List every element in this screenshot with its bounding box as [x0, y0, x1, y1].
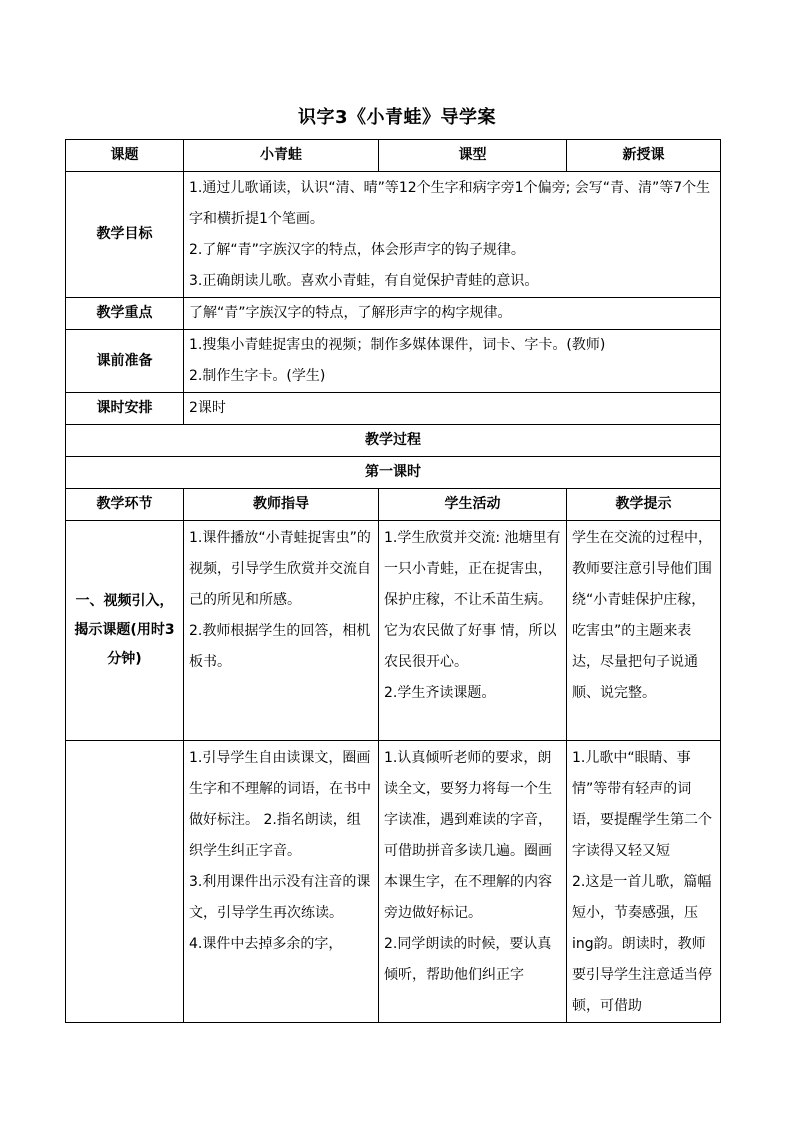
- goal-item: 3.正确朗读儿歌。喜欢小青蛙，有自觉保护青蛙的意识。: [189, 272, 539, 289]
- teacher-item: 2.教师根据学生的回答，相机板书。: [189, 623, 371, 670]
- prep-item: 1.搜集小青蛙捉害虫的视频；制作多媒体课件，词卡、字卡。(教师): [189, 337, 606, 353]
- tip-item: 1.儿歌中“眼睛、事情”等带有轻声的词语，要提醒学生第二个字读得又轻又短: [572, 750, 712, 859]
- teacher-item: 1.引导学生自由读课文，圈画生字和不理解的词语，在书中做好标注。 2.指名朗读，组织学生纠正字音。: [189, 750, 371, 859]
- tip-cell: [567, 521, 721, 741]
- student-item: 2.同学朗读的时候，要认真倾听，帮助他们纠正字: [384, 936, 552, 983]
- focus-label: 教学重点: [66, 298, 184, 330]
- table-row: [66, 741, 721, 1023]
- schedule-label: 课时安排: [66, 393, 184, 425]
- col-teacher-header: 教师指导: [184, 489, 379, 521]
- col-stage-header: 教学环节: [66, 489, 184, 521]
- teacher-item: 1.课件播放“小青蛙捉害虫”的视频，引导学生欣赏并交流自己的所见和所感。: [189, 530, 371, 608]
- goals-label: 教学目标: [66, 172, 184, 298]
- schedule-text: 2课时: [184, 393, 721, 425]
- prep-label: 课前准备: [66, 330, 184, 393]
- header-type-value: 新授课: [567, 140, 721, 172]
- process-title-row: [66, 425, 721, 457]
- prep-content: [184, 330, 721, 393]
- col-tip-header: 教学提示: [567, 489, 721, 521]
- col-student-header: 学生活动: [379, 489, 567, 521]
- lesson-title-row: [66, 457, 721, 489]
- student-item: 1.学生欣赏并交流: 池塘里有一只小青蛙，正在捉害虫，保护庄稼，不让禾苗生病。它为农民做了好事 情，所以农民很开心。: [384, 530, 561, 670]
- header-topic-label: 课题: [66, 140, 184, 172]
- goals-content: [184, 172, 721, 298]
- header-type-label: 课型: [379, 140, 567, 172]
- teacher-cell: [184, 521, 379, 741]
- goals-row: [66, 172, 721, 298]
- header-topic-value: 小青蛙: [184, 140, 379, 172]
- student-item: 1.认真倾听老师的要求，朗读全文，要努力将每一个生字读准，遇到难读的字音，可借助拼音多读几遍。圈画本课生字，在不理解的内容旁边做好标记。: [384, 750, 552, 921]
- column-header-row: [66, 489, 721, 521]
- schedule-row: [66, 393, 721, 425]
- focus-text: 了解“青”字族汉字的特点，了解形声字的构字规律。: [184, 298, 721, 330]
- tip-item: 2.这是一首儿歌，篇幅短小，节奏感强，压 ing韵。朗读时，教师要引导学生注意适当停顿，可借助: [572, 874, 712, 1014]
- prep-row: [66, 330, 721, 393]
- stage-cell: [66, 741, 184, 1023]
- teacher-item: 4.课件中去掉多余的字，: [189, 936, 343, 952]
- process-title: 教学过程: [66, 425, 721, 457]
- goal-item: 2.了解“青”字族汉字的特点，体会形声字的钩子规律。: [189, 241, 525, 258]
- prep-item: 2.制作生字卡。(学生): [189, 368, 326, 384]
- student-item: 2.学生齐读课题。: [384, 685, 496, 701]
- student-cell: [379, 741, 567, 1023]
- stage-cell: 一、视频引入，揭示课题(用时3分钟): [66, 521, 184, 741]
- tip-item: 学生在交流的过程中，教师要注意引导他们围绕“小青蛙保护庄稼，吃害虫”的主题来表达，尽量把句子说通顺、说完整。: [572, 530, 712, 701]
- lesson-plan-table: [65, 139, 721, 1023]
- table-row: [66, 521, 721, 741]
- header-row: [66, 140, 721, 172]
- focus-row: [66, 298, 721, 330]
- teacher-cell: [184, 741, 379, 1023]
- page-title: 识字3《小青蛙》导学案: [297, 107, 497, 128]
- lesson-title: 第一课时: [66, 457, 721, 489]
- teacher-item: 3.利用课件出示没有注音的课文，引导学生再次练读。: [189, 874, 371, 921]
- student-cell: [379, 521, 567, 741]
- goal-item: 1.通过儿歌诵读，认识“清、晴”等12个生字和病字旁1个偏旁; 会写“青、清”等7个生字和横折提1个笔画。: [189, 179, 711, 227]
- tip-cell: [567, 741, 721, 1023]
